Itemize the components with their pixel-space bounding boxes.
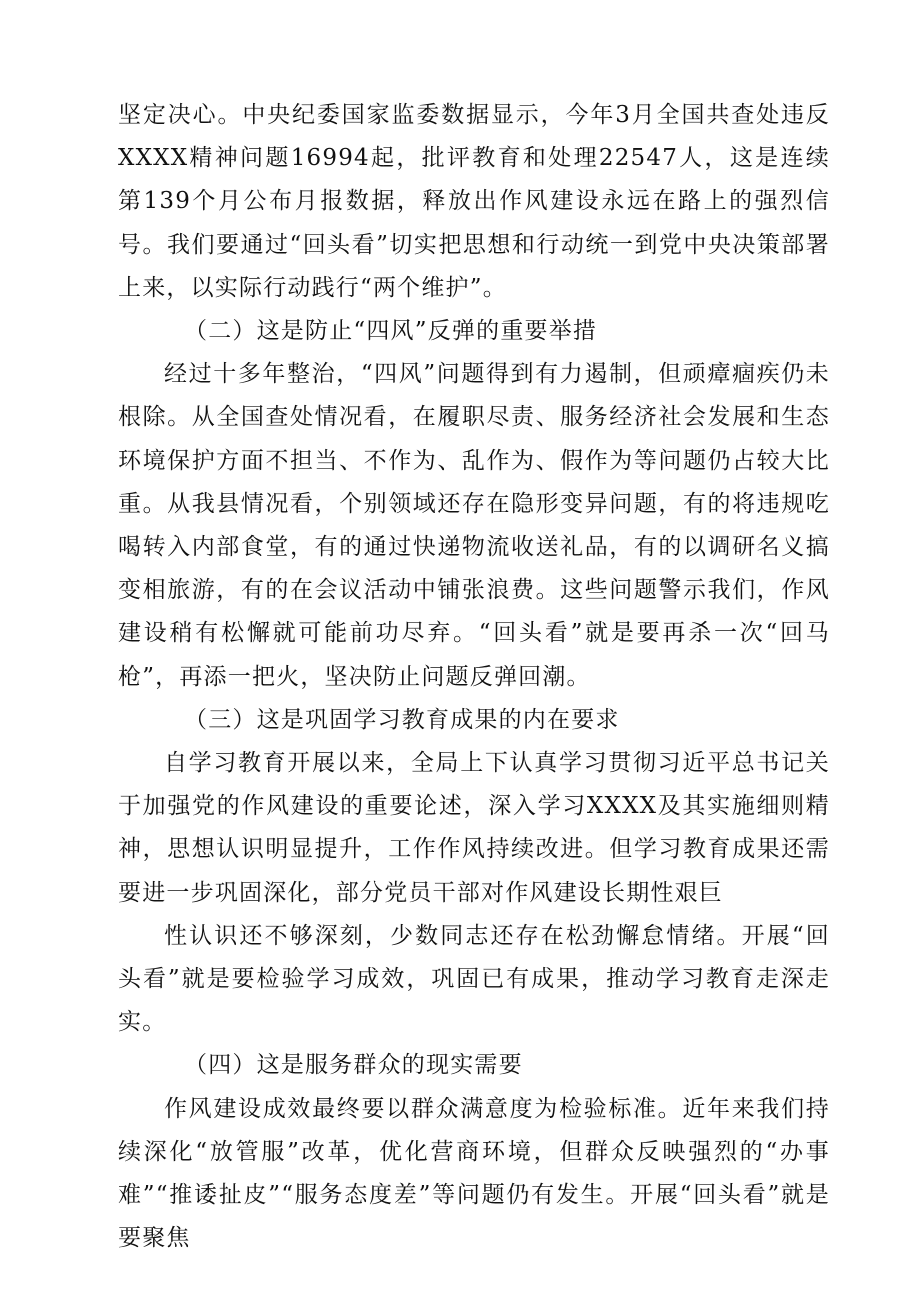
paragraph-continued: 坚定决心。中央纪委国家监委数据显示，今年3月全国共查处违反XXXX精神问题16994起，批评教育和处理22547人，这是连续第139个月公布月报数据，释放出作风建设永远在路上的强烈信号。我们要通过“回头看”切实把思想和行动统一到党中央决策部署上来，以实际行动践行“两个维护”。 (118, 102, 830, 301)
paragraph: 性认识还不够深刻，少数同志还存在松劲懈怠情绪。开展“回头看”就是要检验学习成效，巩固已有成果，推动学习教育走深走实。 (118, 922, 830, 1036)
paragraph: 自学习教育开展以来，全局上下认真学习贯彻习近平总书记关于加强党的作风建设的重要论述，深入学习XXXX及其实施细则精神，思想认识明显提升，工作作风持续改进。但学习教育成果还需要进一步巩固深化，部分党员干部对作风建设长期性艰巨 (118, 750, 830, 906)
paragraph: 作风建设成效最终要以群众满意度为检验标准。近年来我们持续深化“放管服”改革，优化营商环境，但群众反映强烈的“办事难”“推诿扯皮”“服务态度差”等问题仍有发生。开展“回头看”就是要聚焦 (118, 1095, 830, 1252)
section-heading-3: （三）这是巩固学习教育成果的内在要求 (184, 706, 620, 733)
section-heading-2: （二）这是防止“四风”反弹的重要举措 (184, 318, 598, 345)
paragraph: 经过十多年整治，“四风”问题得到有力遏制，但顽瘴痼疾仍未根除。从全国查处情况看，在履职尽责、服务经济社会发展和生态环境保护方面不担当、不作为、乱作为、假作为等问题仍占较大比重。从我县情况看，个别领域还存在隐形变异问题，有的将违规吃喝转入内部食堂，有的通过快递物流收送礼品，有的以调研名义搞变相旅游，有的在会议活动中铺张浪费。这些问题警示我们，作风建设稍有松懈就可能前功尽弃。“回头看”就是要再杀一次“回马枪”，再添一把火，坚决防止问题反弹回潮。 (118, 361, 830, 690)
document-body (118, 94, 830, 1260)
section-heading-4: （四）这是服务群众的现实需要 (184, 1052, 523, 1079)
